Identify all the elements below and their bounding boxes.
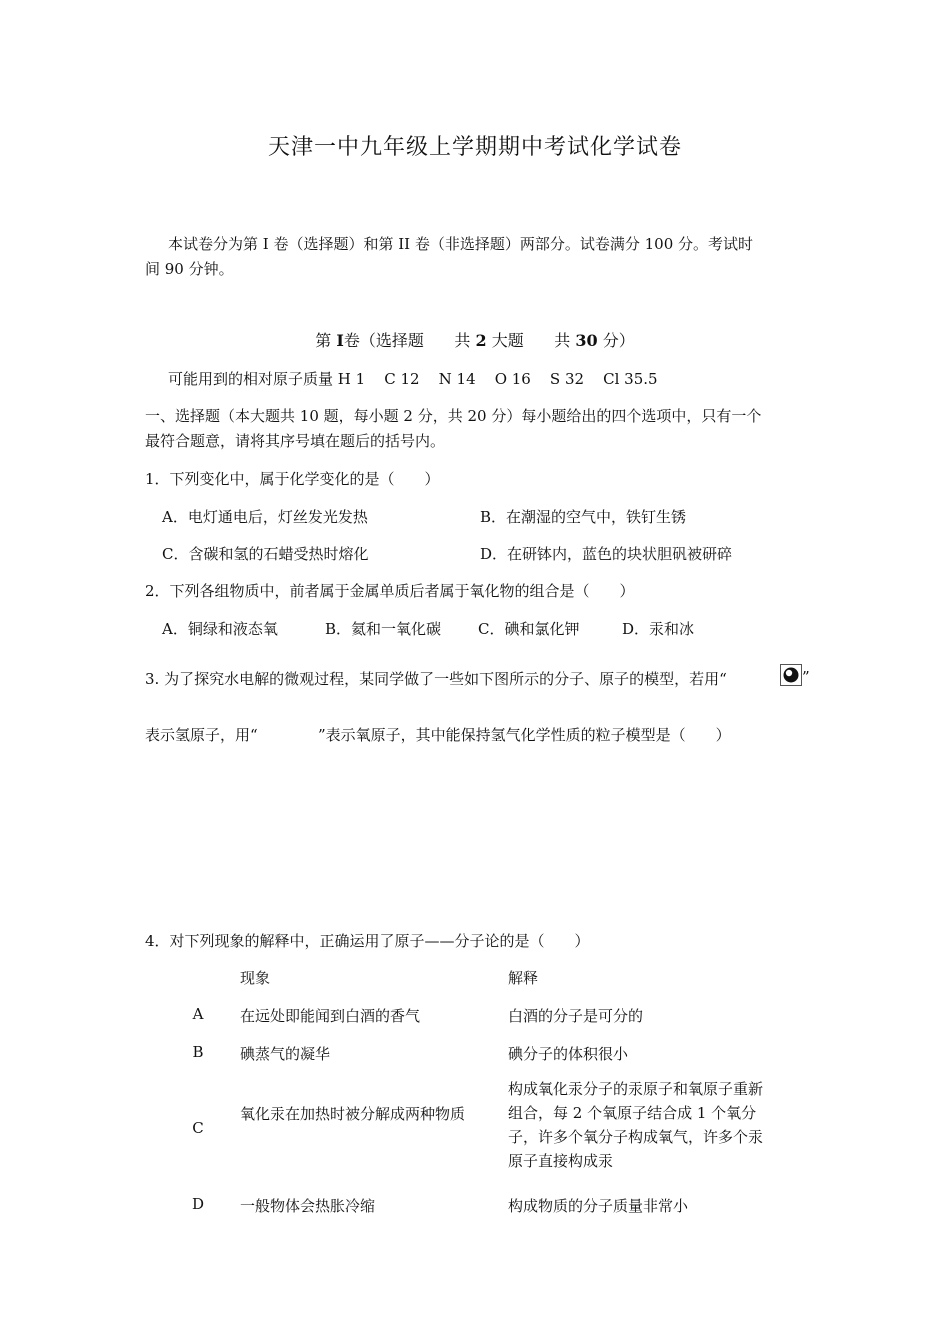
table-header-phenomenon: 现象 [240, 969, 271, 987]
question-3-line-1: 3. 为了探究水电解的微观过程，某同学做了一些如下图所示的分子、原子的模型，若用“ [145, 670, 727, 688]
section-roman: I [336, 331, 344, 350]
section-part-1: 大题 [491, 331, 524, 350]
table-header-explanation: 解释 [508, 969, 539, 987]
section-prefix: 第 [315, 331, 332, 350]
question-2-option-b: B．氦和一氧化碳 [325, 620, 442, 638]
table-cell-phenomenon-a: 在远处即能闻到白酒的香气 [240, 1007, 421, 1025]
table-row-label-d: D [191, 1195, 205, 1213]
question-2-stem: 2．下列各组物质中，前者属于金属单质后者属于氧化物的组合是（ ） [145, 582, 635, 600]
section-title [0, 328, 950, 351]
question-1-stem: 1．下列变化中，属于化学变化的是（ ） [145, 470, 440, 488]
page-title: 天津一中九年级上学期期中考试化学试卷 [267, 135, 682, 160]
table-cell-explanation-c: 构成氧化汞分子的汞原子和氧原子重新组合，每 2 个氧原子结合成 1 个氧分子，许多个氧分子构成氧气，许多个汞原子直接构成汞 [508, 1080, 764, 1170]
question-3-line-2a: 表示氢原子，用“ [145, 726, 258, 744]
section-gong-2: 共 [554, 331, 571, 350]
table-row-label-a: A [192, 1005, 204, 1023]
section-mid: 卷（选择题 [343, 331, 424, 350]
question-1-option-a: A．电灯通电后，灯丝发光发热 [162, 508, 368, 526]
question-1-option-d: D．在研钵内，蓝色的块状胆矾被研碎 [480, 545, 733, 563]
question-1-option-b: B．在潮湿的空气中，铁钉生锈 [480, 508, 687, 526]
table-cell-phenomenon-d: 一般物体会热胀冷缩 [240, 1197, 376, 1215]
question-2-option-d: D．汞和冰 [622, 620, 695, 638]
question-2-option-a: A．铜绿和液态氧 [162, 620, 278, 638]
section-part-2: 分） [602, 331, 635, 350]
part1-desc-line-2: 最符合题意，请将其序号填在题后的括号内。 [145, 432, 446, 450]
section-num-1: 2 [475, 331, 487, 350]
table-cell-explanation-d: 构成物质的分子质量非常小 [508, 1197, 689, 1215]
hydrogen-atom-icon [780, 664, 802, 686]
section-gong-1: 共 [454, 331, 471, 350]
question-4-stem: 4．对下列现象的解释中，正确运用了原子——分子论的是（ ） [145, 932, 590, 950]
atomic-masses: 可能用到的相对原子质量 H 1 C 12 N 14 O 16 S 32 Cl 35.5 [168, 370, 658, 388]
table-cell-phenomenon-c: 氧化汞在加热时被分解成两种物质 [240, 1105, 466, 1123]
intro-line-2: 间 90 分钟。 [145, 260, 234, 278]
table-cell-explanation-a: 白酒的分子是可分的 [508, 1007, 644, 1025]
question-3-close-quote: ” [802, 668, 810, 686]
intro-line-1: 本试卷分为第 I 卷（选择题）和第 II 卷（非选择题）两部分。试卷满分 100 分。考试时 [168, 235, 754, 253]
question-1-option-c: C．含碳和氢的石蜡受热时熔化 [162, 545, 369, 563]
section-num-2: 30 [575, 331, 598, 350]
part1-desc-line-1: 一、选择题（本大题共 10 题，每小题 2 分，共 20 分）每小题给出的四个选项中，只有一个 [145, 407, 762, 425]
table-row-label-b: B [192, 1043, 204, 1061]
table-row-label-c: C [192, 1119, 204, 1137]
question-2-option-c: C．碘和氯化钾 [478, 620, 580, 638]
table-cell-explanation-b: 碘分子的体积很小 [508, 1045, 629, 1063]
table-cell-phenomenon-b: 碘蒸气的凝华 [240, 1045, 331, 1063]
question-3-line-2b: ”表示氧原子，其中能保持氢气化学性质的粒子模型是（ ） [318, 726, 731, 744]
